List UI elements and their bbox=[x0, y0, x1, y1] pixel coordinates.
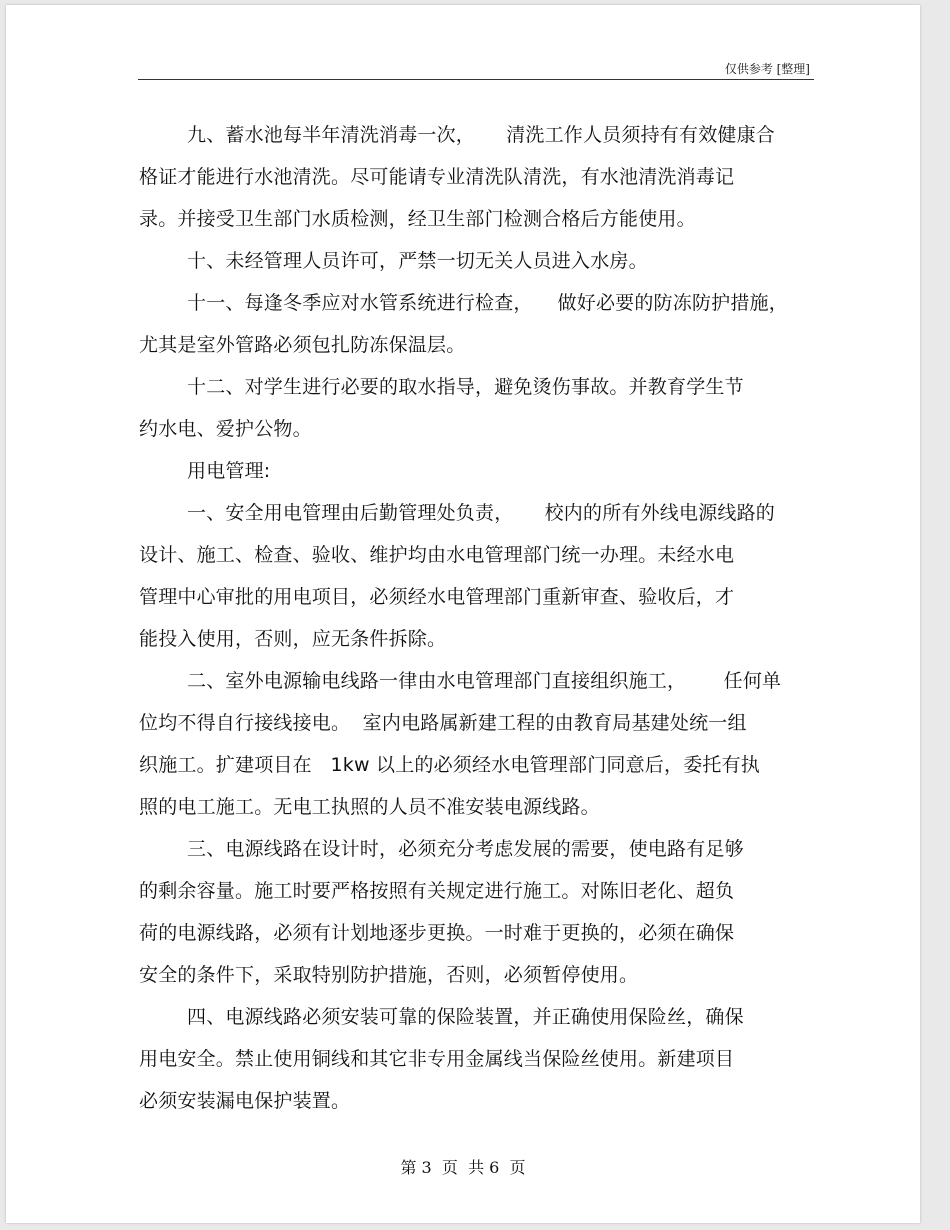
text-line: 荷的电源线路，必须有计划地逐步更换。一时难于更换的，必须在确保 bbox=[139, 922, 735, 944]
page-header: 仅供参考 [整理] bbox=[724, 62, 810, 76]
text-line: 位均不得自行接线接电。 室内电路属新建工程的由教育局基建处统一组 bbox=[139, 712, 747, 734]
text-line: 的剩余容量。施工时要严格按照有关规定进行施工。对陈旧老化、超负 bbox=[139, 880, 735, 902]
text-line: 安全的条件下，采取特别防护措施，否则，必须暂停使用。 bbox=[139, 964, 639, 986]
document-page bbox=[6, 5, 920, 1223]
text-line: 管理中心审批的用电项目，必须经水电管理部门重新审查、验收后，才 bbox=[139, 586, 735, 608]
text-line: 九、蓄水池每半年清洗消毒一次， 清洗工作人员须持有有效健康合 bbox=[187, 124, 775, 146]
page-number-footer: 第 3 页 共 6 页 bbox=[400, 1158, 526, 1177]
text-line: 约水电、爱护公物。 bbox=[139, 418, 312, 440]
text-line: 十一、每逢冬季应对水管系统进行检查， 做好必要的防冻防护措施， bbox=[187, 292, 788, 314]
text-line: 能投入使用，否则，应无条件拆除。 bbox=[139, 628, 447, 650]
text-line: 格证才能进行水池清洗。尽可能请专业清洗队清洗，有水池清洗消毒记 bbox=[139, 166, 735, 188]
text-line: 三、电源线路在设计时，必须充分考虑发展的需要，使电路有足够 bbox=[187, 838, 744, 860]
text-line: 用电安全。禁止使用铜线和其它非专用金属线当保险丝使用。新建项目 bbox=[139, 1048, 735, 1070]
text-line: 必须安装漏电保护装置。 bbox=[139, 1090, 351, 1112]
text-line: 织施工。扩建项目在 1kw 以上的必须经水电管理部门同意后，委托有执 bbox=[139, 754, 760, 776]
text-line: 一、安全用电管理由后勤管理处负责， 校内的所有外线电源线路的 bbox=[187, 502, 775, 524]
text-line: 十、未经管理人员许可，严禁一切无关人员进入水房。 bbox=[187, 250, 648, 272]
text-line: 设计、施工、检查、验收、维护均由水电管理部门统一办理。未经水电 bbox=[139, 544, 735, 566]
text-line: 录。并接受卫生部门水质检测，经卫生部门检测合格后方能使用。 bbox=[139, 208, 696, 230]
section-heading: 用电管理: bbox=[187, 460, 271, 482]
text-line: 四、电源线路必须安装可靠的保险装置，并正确使用保险丝，确保 bbox=[187, 1006, 744, 1028]
text-line: 照的电工施工。无电工执照的人员不准安装电源线路。 bbox=[139, 796, 600, 818]
text-line: 十二、对学生进行必要的取水指导，避免烫伤事故。并教育学生节 bbox=[187, 376, 744, 398]
text-line: 二、室外电源输电线路一律由水电管理部门直接组织施工， 任何单 bbox=[187, 670, 782, 692]
header-divider bbox=[138, 79, 814, 80]
text-line: 尤其是室外管路必须包扎防冻保温层。 bbox=[139, 334, 466, 356]
